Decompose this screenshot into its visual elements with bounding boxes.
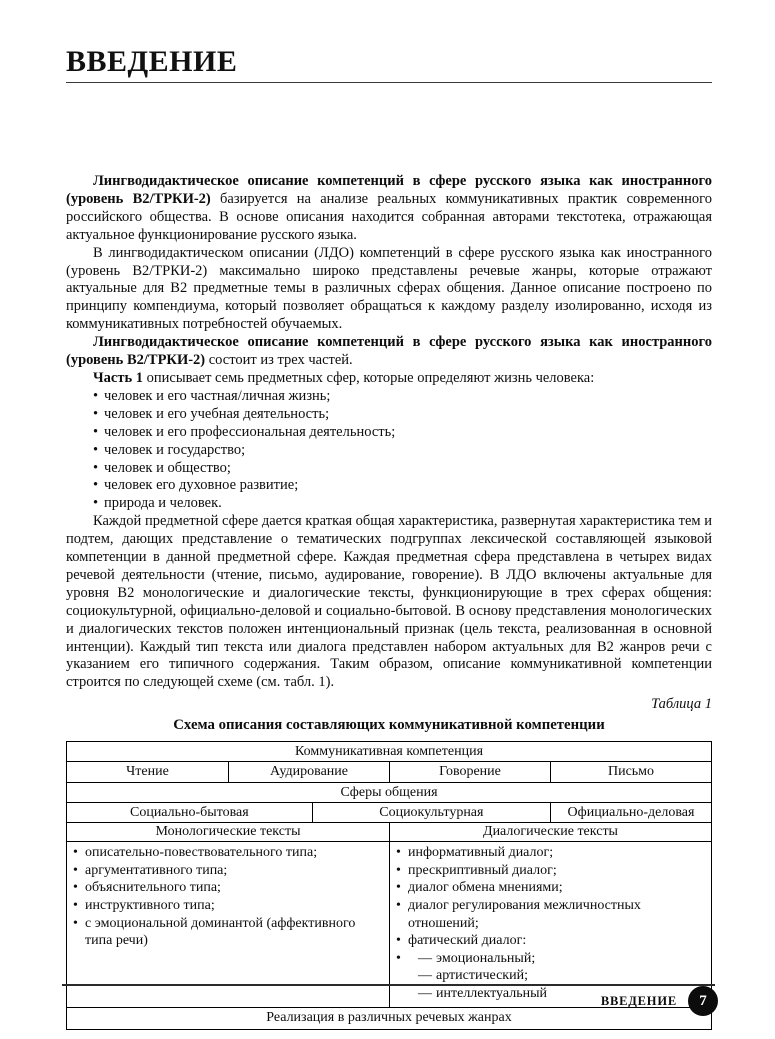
list-item: • аргументативного типа; [73,862,383,880]
body-text [66,173,712,692]
sphere-cell: Официально-деловая [550,803,711,822]
table-row [67,841,711,1006]
list-item: • прескриптивный диалог; [396,862,705,880]
paragraph-1-rest: базируется на анализе реальных коммуникативных практик современного российского общества. В основе описания находится собранная авторами текстотека, отражающая актуальное функционирование русского языка. [66,190,713,243]
realization-cell: Реализация в различных речевых жанрах [266,1010,512,1026]
paragraph-1 [66,173,712,245]
list-item: • человек и его частная/личная жизнь; [66,388,712,406]
paragraph-3 [66,334,712,370]
paragraph-part1 [66,370,712,388]
dialog-items-list [396,844,705,1002]
paragraph-3-bold: Лингводидактическое описание компетенций в сфере русского языка как иностранного (уровень В2/ТРКИ-2) [66,334,712,369]
paragraph-2: В лингводидактическом описании (ЛДО) компетенций в сфере русского языка как иностранного (уровень В2/ТРКИ-2) максимально широко представлены речевые жанры, которые отражают актуальные для В2 предметные темы в различных сферах общения. Данное описание построено по принципу компендиума, который позволяет обращаться к каждому разделу изолированно, исходя из коммуникативных потребностей обучаемых. [66,244,712,333]
skill-cell: Чтение [126,764,169,780]
table-row [67,822,711,841]
chapter-title: ВВЕДЕНИЕ [66,45,238,78]
part1-label: Часть 1 [93,369,143,386]
mono-items-list [73,844,383,950]
list-item: • человек и его профессиональная деятельность; [66,424,712,442]
part1-rest: описывает семь предметных сфер, которые определяют жизнь человека: [143,369,595,386]
page-content [66,0,712,1030]
list-item: • с эмоциональной доминантой (аффективного типа речи) [73,915,383,950]
skill-cell: Аудирование [228,762,389,782]
list-item: • человек и общество; [66,460,712,478]
dialog-header-cell: Диалогические тексты [389,823,711,841]
table-caption: Таблица 1 [651,696,712,713]
list-item: • объяснительного типа; [73,879,383,897]
list-item: • фатический диалог: [396,932,705,950]
subject-spheres-list [66,388,712,513]
table-row [67,742,711,761]
table-row [67,761,711,782]
competence-header-cell: Коммуникативная компетенция [294,743,484,759]
paragraph-1-bold: Лингводидактическое описание компетенций в сфере русского языка как иностранного (уровень В2/ТРКИ-2) [66,173,712,207]
skill-cell: Письмо [550,762,711,782]
list-item: • человек и его учебная деятельность; [66,406,712,424]
list-item: • человек его духовное развитие; [66,477,712,495]
list-item: • инструктивного типа; [73,897,383,915]
list-item: • информативный диалог; [396,844,705,862]
table-row [67,782,711,802]
list-item: • описательно-повествовательного типа; [73,844,383,862]
sphere-cell: Социокультурная [312,803,550,822]
footer-section-label: ВВЕДЕНИЕ [600,993,677,1008]
sphere-cell: Социально-бытовая [129,804,249,820]
skill-cell: Говорение [389,762,550,782]
list-item: • природа и человек. [66,495,712,513]
mono-header-cell: Монологические тексты [155,824,301,840]
chapter-title-rule [66,82,712,83]
mono-items-cell [67,842,389,1006]
list-item: • диалог регулирования межличностных отношений; [396,897,705,932]
paragraph-3-rest: состоит из трех частей. [205,352,353,369]
table-row [67,802,711,822]
dialog-items-cell [389,842,711,1006]
spheres-header-cell: Сферы общения [340,784,438,800]
sub-list-item: — артистический; [396,967,705,985]
list-item: • диалог обмена мнениями; [396,879,705,897]
sub-list-item: — интеллектуальный [396,985,705,1003]
table-title: Схема описания составляющих коммуникативной компетенции [173,717,605,734]
page-footer [601,986,718,1016]
sub-list-item: — • эмоциональный; [396,950,705,968]
paragraph-5: Каждой предметной сфере дается краткая общая характеристика, развернутая характеристика тем и подтем, дающих представление о тематических подгруппах лексической составляющей языковой компетенции в данной предметной сфере. Каждая предметная сфера представлена в четырех видах речевой деятельности (чтение, письмо, аудирование, говорение). В ЛДО включены актуальные для уровня В2 монологические и диалогические тексты, функционирующие в трех сферах общения: социокультурной, официально-деловой и социально-бытовой. В основу представления монологических и диалогических текстов положен интенциональный признак (цель текста, реализованная в основной интенции). Каждый тип текста или диалога представлен набором актуальных для В2 жанров речи с указанием его типичного содержания. Таким образом, описание коммуникативной компетенции строится по следующей схеме (см. табл. 1). [66,513,712,691]
list-item: • человек и государство; [66,442,712,460]
page-number-badge: 7 [688,986,718,1016]
